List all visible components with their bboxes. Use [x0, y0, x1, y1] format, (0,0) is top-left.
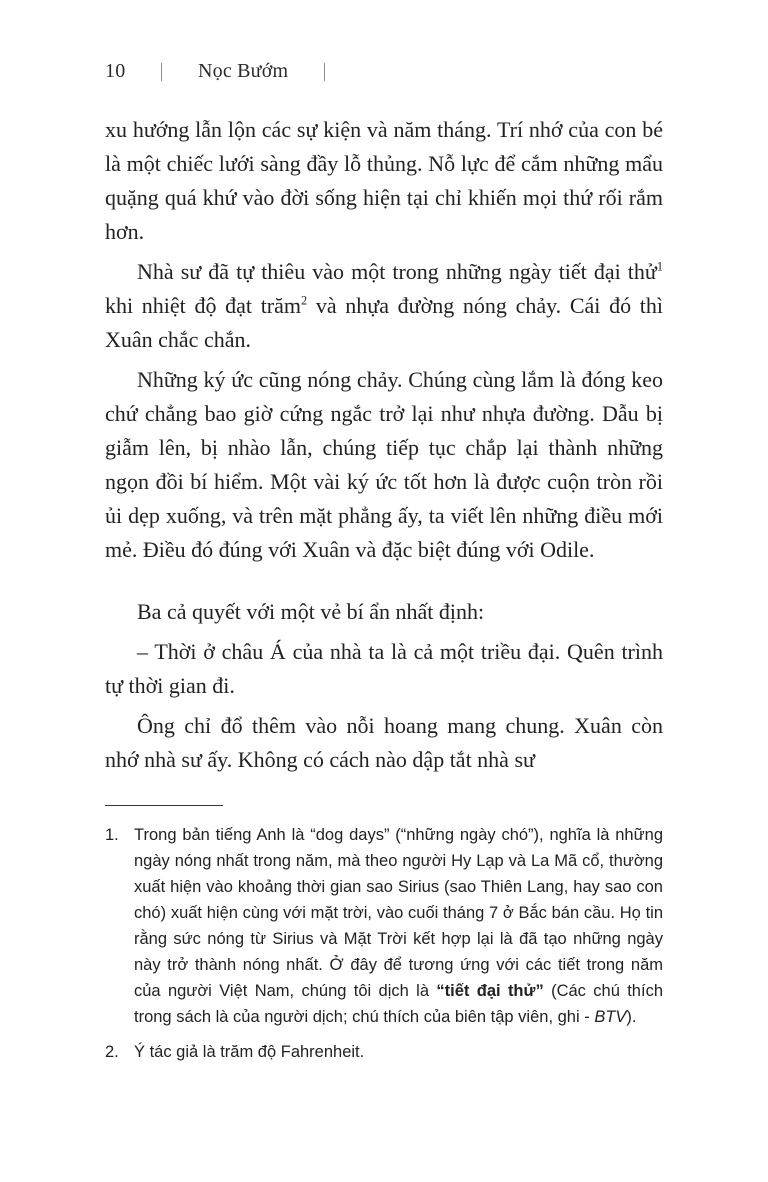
footnote-item — [105, 1039, 663, 1065]
footnote-text-bold: “tiết đại thử” — [436, 982, 544, 1000]
header-divider-icon — [324, 63, 325, 81]
footnote-ref-2: 2 — [301, 293, 308, 308]
paragraph-dialogue: – Thời ở châu Á của nhà ta là cả một triều đại. Quên trình tự thời gian đi. — [105, 639, 663, 698]
footnote-marker: 1. — [105, 826, 119, 844]
paragraph-text: khi nhiệt độ đạt trăm — [105, 293, 302, 318]
footnote-text-italic: BTV — [594, 1008, 627, 1026]
paragraph-continued: xu hướng lẫn lộn các sự kiện và năm tháng. Trí nhớ của con bé là một chiếc lưới sàng đầy lỗ thủng. Nỗ lực để cắm những mẩu quặng quá khứ vào đời sống hiện tại chỉ khiến mọi thứ rối rắm hơn. — [105, 117, 663, 244]
paragraph-text: Nhà sư đã tự thiêu vào một trong những ngày tiết đại thử — [137, 259, 657, 284]
running-header — [105, 60, 663, 83]
footnotes-section — [105, 822, 663, 1065]
paragraph: Những ký ức cũng nóng chảy. Chúng cùng lắm là đóng keo chứ chẳng bao giờ cứng ngắc trở lại như nhựa đường. Dẫu bị giẫm lên, bị nhào lẫn, chúng tiếp tục chắp lại thành những ngọn đồi bí hiểm. Một vài ký ức tốt hơn là được cuộn tròn rồi ủi dẹp xuống, và trên mặt phẳng ấy, ta viết lên những điều mới mẻ. Điều đó đúng với Xuân và đặc biệt đúng với Odile. — [105, 367, 663, 562]
footnote-separator — [105, 805, 223, 806]
running-head-book-title: Nọc Bướm — [198, 60, 289, 82]
paragraph: Ba cả quyết với một vẻ bí ẩn nhất định: — [137, 599, 485, 624]
footnote-text: Trong bản tiếng Anh là “dog days” (“những ngày chó”), nghĩa là những ngày nóng nhất trong năm, mà theo người Hy Lạp và La Mã cổ, thường xuất hiện vào khoảng thời gian sao Sirius (sao Thiên Lang, hay sao con chó) xuất hiện cùng với mặt trời, vào cuối tháng 7 ở Bắc bán cầu. Họ tin rằng sức nóng từ Sirius và Mặt Trời kết hợp lại là đã tạo những ngày này trở thành nóng nhất. Ở đây để tương ứng với các tiết trong năm của người Việt Nam, chúng tôi dịch là — [134, 826, 663, 1000]
header-divider-icon — [161, 63, 162, 81]
footnote-text: Ý tác giả là trăm độ Fahrenheit. — [134, 1043, 365, 1061]
footnote-ref-1: 1 — [656, 259, 663, 274]
body-text — [105, 113, 663, 777]
footnote-text: ). — [626, 1008, 637, 1026]
paragraph: Ông chỉ đổ thêm vào nỗi hoang mang chung. Xuân còn nhớ nhà sư ấy. Không có cách nào dập tắt nhà sư — [105, 713, 663, 772]
footnote-text: (Các chú thích trong sách là của người dịch; chú thích của biên tập viên, ghi - — [134, 982, 663, 1026]
paragraph-text: và nhựa đường nóng chảy. Cái đó thì Xuân chắc chắn. — [105, 293, 663, 352]
footnote-item — [105, 822, 663, 1030]
footnote-marker: 2. — [105, 1043, 119, 1061]
paragraph — [105, 255, 663, 357]
page-number: 10 — [105, 60, 126, 82]
